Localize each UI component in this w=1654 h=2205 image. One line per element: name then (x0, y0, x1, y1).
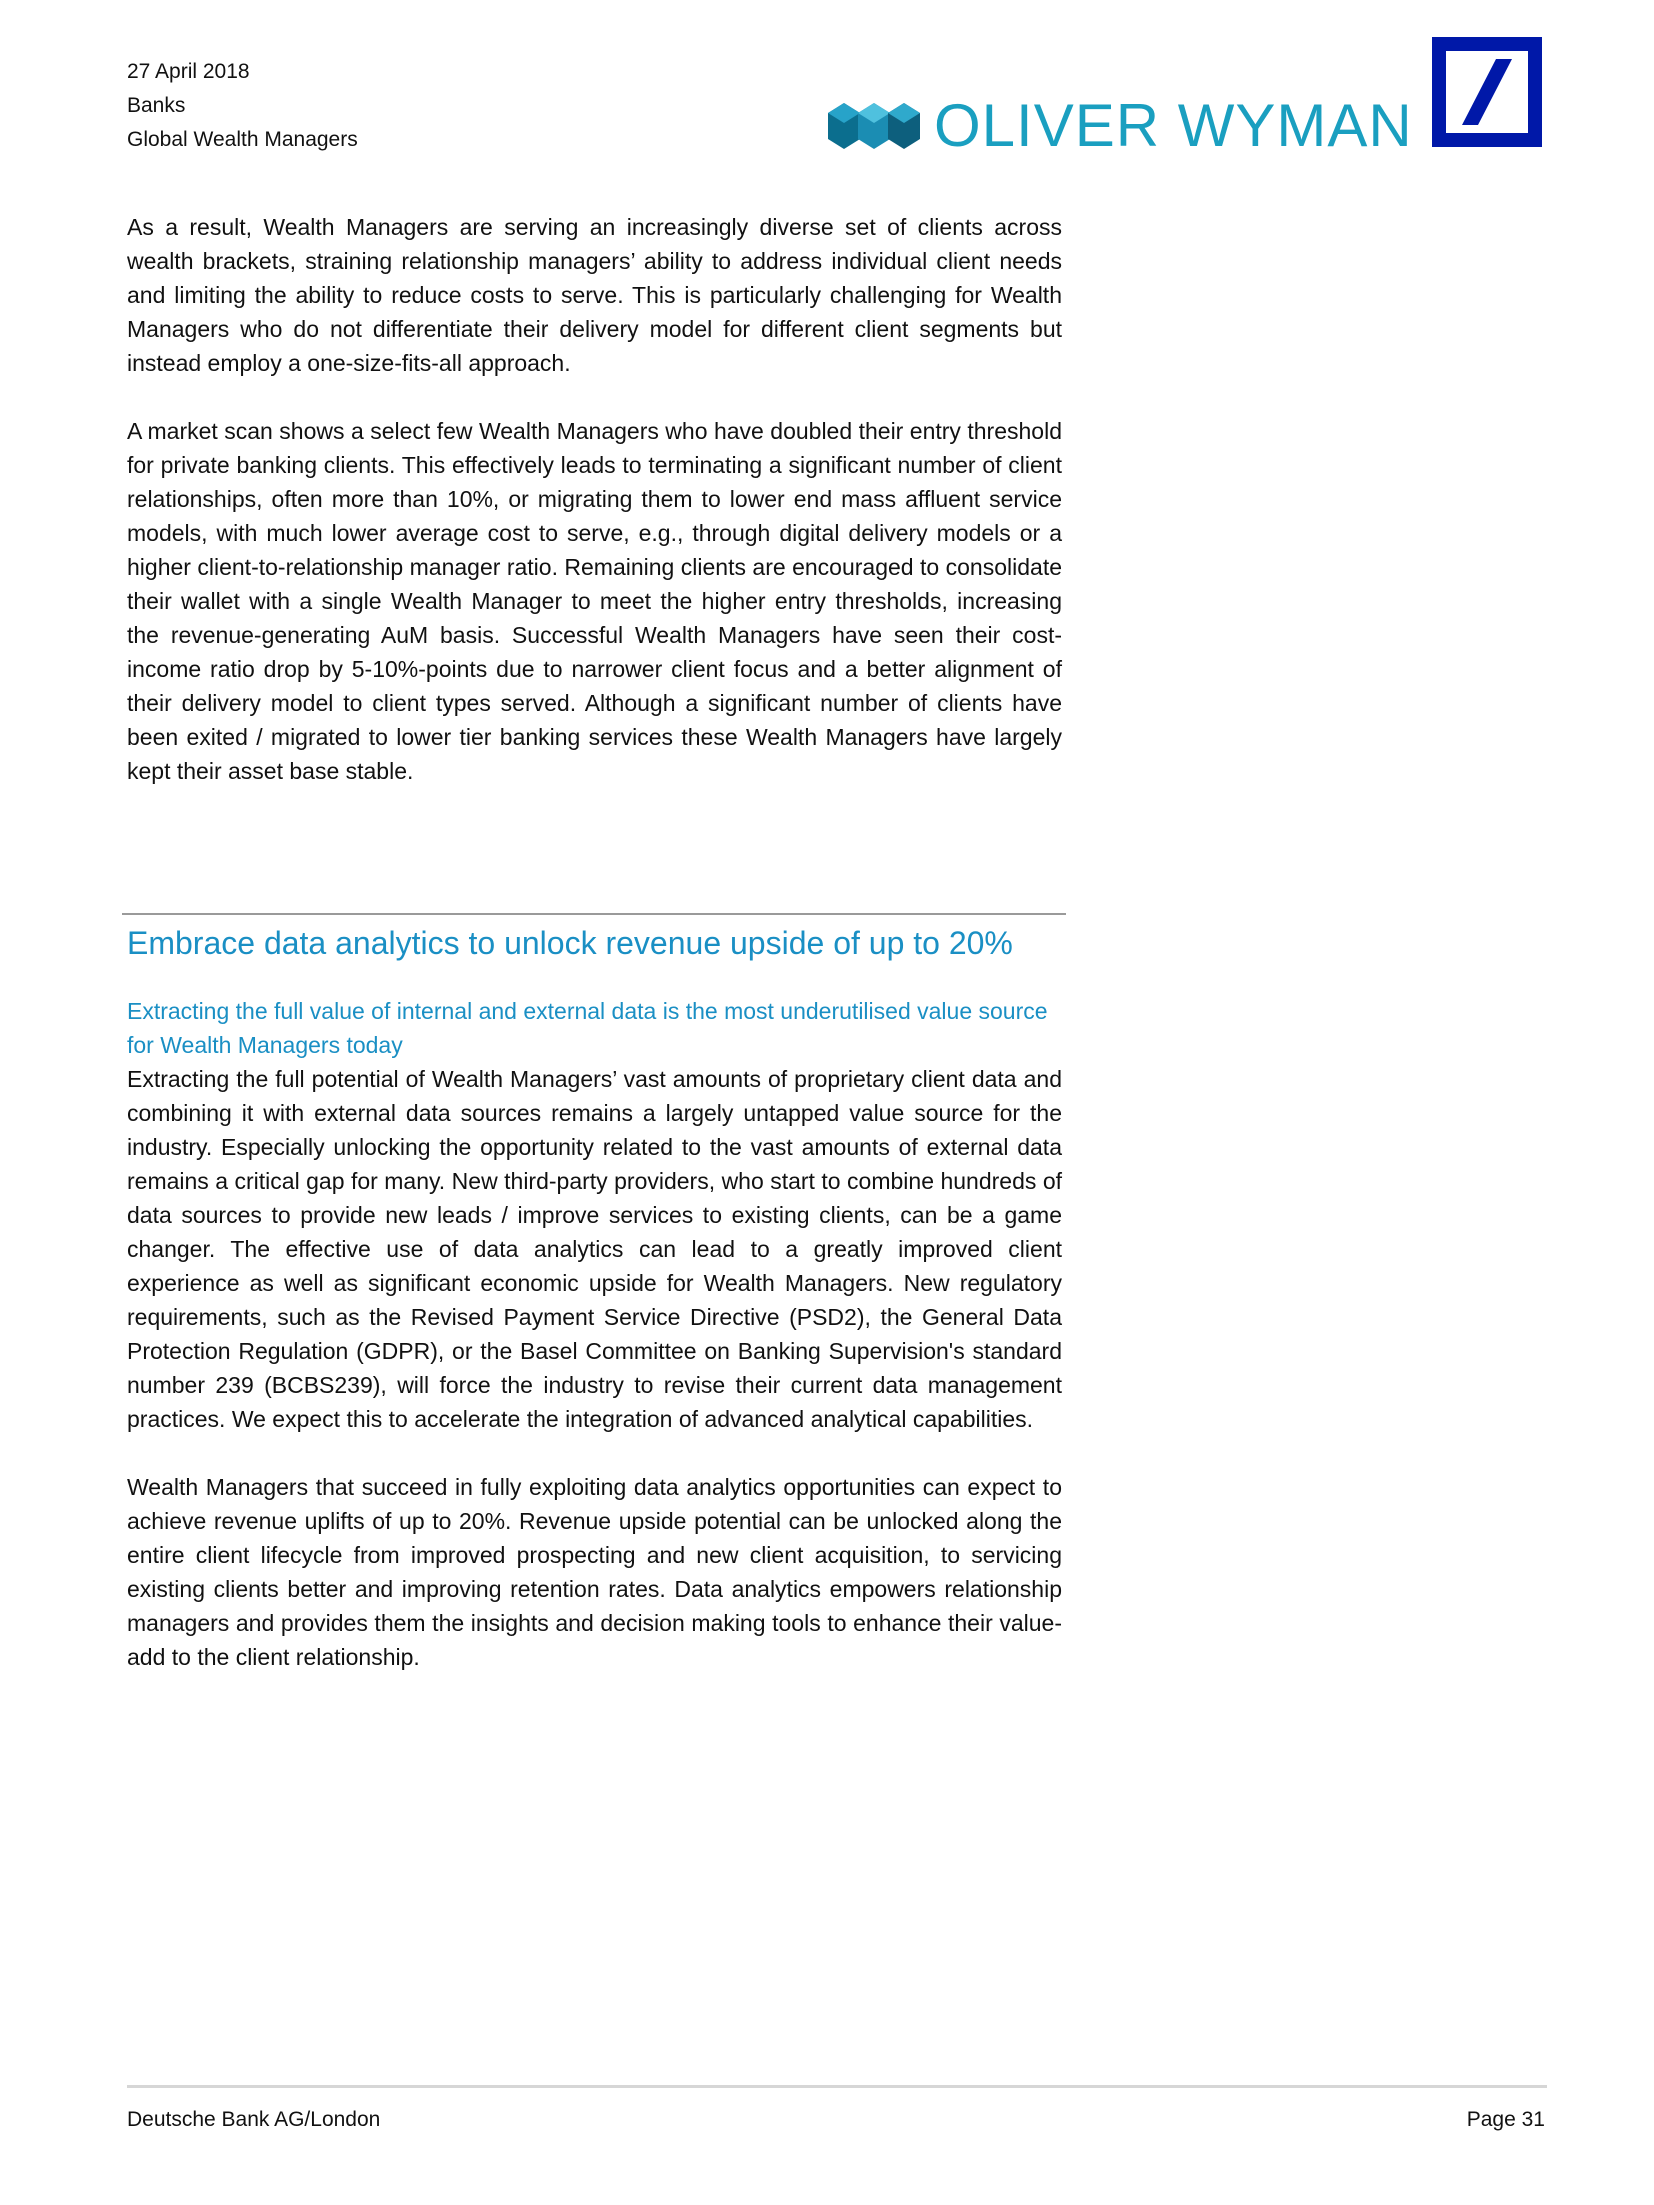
deutsche-bank-logo (1432, 37, 1542, 147)
body-paragraph: As a result, Wealth Managers are serving an increasingly diverse set of clients across wealth brackets, straining relationship managers’ ability to address individual client needs and limiting the ability to reduce costs to serve. This is particularly challenging for Wealth Managers who do not differentiate their delivery model for different client segments but instead employ a one-size-fits-all approach. (127, 214, 1062, 376)
data-analytics-section (127, 922, 1062, 1708)
intro-body (127, 210, 1062, 788)
report-series: Global Wealth Managers (127, 128, 358, 151)
body-paragraph: A market scan shows a select few Wealth Managers who have doubled their entry threshold for private banking clients. This effectively leads to terminating a significant number of client relationships, often more than 10%, or migrating them to lower end mass affluent service models, with much lower average cost to serve, e.g., through digital delivery models or a higher client-to-relationship manager ratio. Remaining clients are encouraged to consolidate their wallet with a single Wealth Manager to meet the higher entry thresholds, increasing the revenue-generating AuM basis. Successful Wealth Managers have seen their cost-income ratio drop by 5-10%-points due to narrower client focus and a better alignment of their delivery model to client types served. Although a significant number of clients have been exited / migrated to lower tier banking services these Wealth Managers have largely kept their asset base stable. (127, 418, 1062, 784)
document-header (127, 55, 358, 157)
section-paragraph: Extracting the full potential of Wealth Managers’ vast amounts of proprietary client data and combining it with external data sources remains a largely untapped value source for the industry. Especially unlocking the opportunity related to the vast amounts of external data remains a critical gap for many. New third-party providers, who start to combine hundreds of data sources to provide new leads / improve services to existing clients, can be a game changer. The effective use of data analytics can lead to a greatly improved client experience as well as significant economic upside for Wealth Managers. New regulatory requirements, such as the Revised Payment Service Directive (PSD2), the General Data Protection Regulation (GDPR), or the Basel Committee on Banking Supervision's standard number 239 (BCBS239), will force the industry to revise their current data management practices. We expect this to accelerate the integration of advanced analytical capabilities. (127, 1066, 1062, 1432)
deutsche-bank-slash-icon (1446, 51, 1528, 133)
oliver-wyman-mark-icon (828, 97, 920, 155)
footer-publisher: Deutsche Bank AG/London (127, 2108, 381, 2131)
section-subheading: Extracting the full value of internal and external data is the most underutilised value source for Wealth Managers today (127, 998, 1048, 1058)
oliver-wyman-wordmark: OLIVER WYMAN (934, 92, 1413, 159)
footer-divider (127, 2085, 1547, 2088)
section-paragraph: Wealth Managers that succeed in fully exploiting data analytics opportunities can expect to achieve revenue uplifts of up to 20%. Revenue upside potential can be unlocked along the entire client lifecycle from improved prospecting and new client acquisition, to servicing existing clients better and improving retention rates. Data analytics empowers relationship managers and provides them the insights and decision making tools to enhance their value-add to the client relationship. (127, 1474, 1062, 1670)
deutsche-bank-logo-inner (1446, 51, 1528, 133)
page-number: Page 31 (1466, 2108, 1545, 2131)
oliver-wyman-logo (828, 92, 1413, 159)
section-title: Embrace data analytics to unlock revenue upside of up to 20% (127, 925, 1013, 961)
report-sector: Banks (127, 94, 186, 117)
section-divider (122, 913, 1066, 915)
report-date: 27 April 2018 (127, 60, 250, 83)
